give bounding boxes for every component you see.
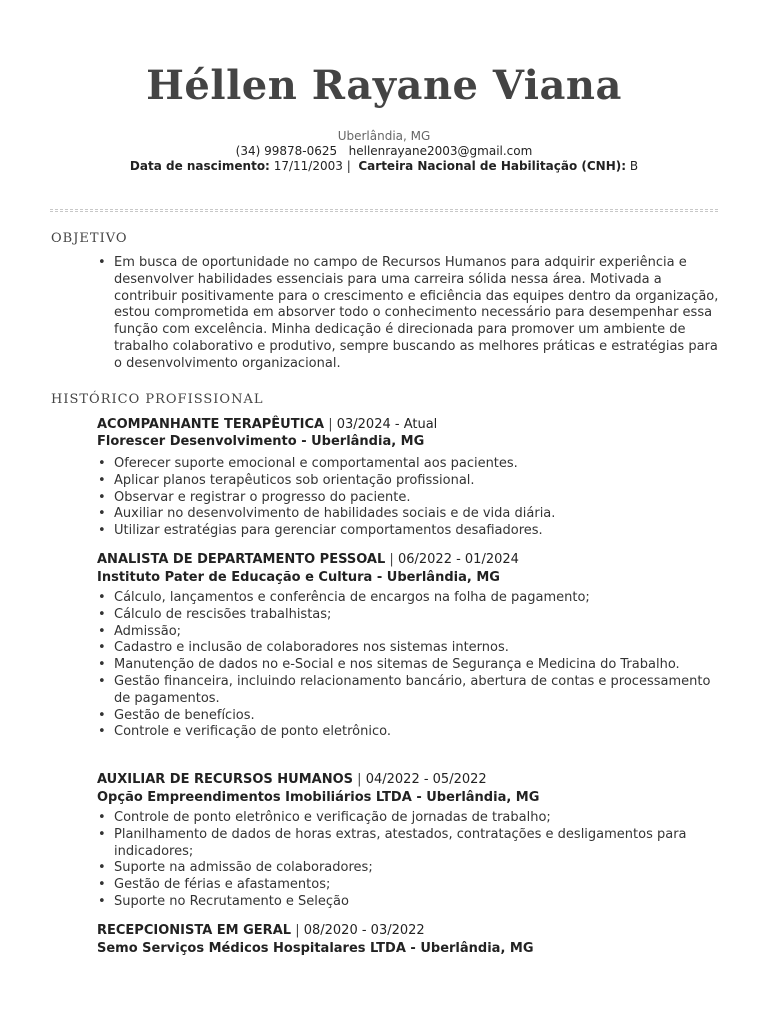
job-title-line <box>97 772 487 787</box>
job-duties-list <box>97 456 722 540</box>
list-item: • Gestão financeira, incluindo relacionamento bancário, abertura de contas e processamento de pagamentos. <box>97 674 722 708</box>
section-title-objective: OBJETIVO <box>51 231 128 246</box>
personal-info-line <box>0 159 768 174</box>
list-item: • Utilizar estratégias para gerenciar comportamentos desafiadores. <box>97 523 722 540</box>
candidate-name: Héllen Rayane Viana <box>146 62 622 109</box>
list-item: • Controle de ponto eletrônico e verificação de jornadas de trabalho; <box>97 810 722 827</box>
job-separator: | <box>389 552 394 567</box>
job-company: Instituto Pater de Educação e Cultura - Uberlândia, MG <box>97 570 500 585</box>
job-period: 04/2022 - 05/2022 <box>365 772 487 787</box>
email: hellenrayane2003@gmail.com <box>348 144 533 158</box>
job-period: 06/2022 - 01/2024 <box>397 552 519 567</box>
list-item: • Gestão de férias e afastamentos; <box>97 877 722 894</box>
objective-text: • Em busca de oportunidade no campo de Recursos Humanos para adquirir experiência e desenvolver habilidades essenciais para uma carreira sólida nessa área. Motivada a contribuir positivamente para o crescimento e eficiência das equipes dentro da organização, estou comprometida em absorver todo o conhecimento necessário para desempenhar essa função com excelência. Minha dedicação é direcionada para promover um ambiente de trabalho colaborativo e produtivo, sempre buscando as melhores práticas e estratégias para o desenvolvimento organizacional. <box>97 255 722 373</box>
birth-label: Data de nascimento: <box>129 159 270 173</box>
list-item: • Cálculo, lançamentos e conferência de encargos na folha de pagamento; <box>97 590 722 607</box>
list-item: • Gestão de benefícios. <box>97 708 722 725</box>
job-role: RECEPCIONISTA EM GERAL <box>97 923 292 938</box>
job-title-line <box>97 417 437 432</box>
job-company: Semo Serviços Médicos Hospitalares LTDA - Uberlândia, MG <box>97 941 534 956</box>
job-company: Opção Empreendimentos Imobiliários LTDA - Uberlândia, MG <box>97 790 540 805</box>
objective-list <box>97 255 722 373</box>
list-item: • Manutenção de dados no e-Social e nos sitemas de Segurança e Medicina do Trabalho. <box>97 657 722 674</box>
birth-value: 17/11/2003 <box>273 159 343 173</box>
section-title-history: HISTÓRICO PROFISSIONAL <box>51 392 264 407</box>
job-role: ACOMPANHANTE TERAPÊUTICA <box>97 417 325 432</box>
list-item: • Observar e registrar o progresso do paciente. <box>97 490 722 507</box>
list-item: • Suporte na admissão de colaboradores; <box>97 860 722 877</box>
phone-email-line <box>0 144 768 159</box>
job-duties-list <box>97 590 722 741</box>
job-role: ANALISTA DE DEPARTAMENTO PESSOAL <box>97 552 386 567</box>
header-divider <box>50 209 718 212</box>
list-item: • Controle e verificação de ponto eletrônico. <box>97 724 722 741</box>
list-item: • Planilhamento de dados de horas extras, atestados, contratações e desligamentos para indicadores; <box>97 827 722 861</box>
list-item: • Suporte no Recrutamento e Seleção <box>97 894 722 911</box>
list-item: • Cadastro e inclusão de colaboradores nos sistemas internos. <box>97 640 722 657</box>
job-separator: | <box>357 772 362 787</box>
job-role: AUXILIAR DE RECURSOS HUMANOS <box>97 772 354 787</box>
separator: | <box>346 159 351 173</box>
location: Uberlândia, MG <box>337 129 431 143</box>
list-item: • Auxiliar no desenvolvimento de habilidades sociais e de vida diária. <box>97 506 722 523</box>
job-separator: | <box>328 417 333 432</box>
list-item: • Admissão; <box>97 624 722 641</box>
contact-block <box>0 129 768 174</box>
cnh-value: B <box>629 159 639 173</box>
job-title-line <box>97 923 425 938</box>
job-separator: | <box>295 923 300 938</box>
phone: (34) 99878-0625 <box>235 144 338 158</box>
list-item: • Oferecer suporte emocional e comportamental aos pacientes. <box>97 456 722 473</box>
job-title-line <box>97 552 519 567</box>
job-company: Florescer Desenvolvimento - Uberlândia, MG <box>97 434 425 449</box>
job-period: 08/2020 - 03/2022 <box>303 923 425 938</box>
job-period: 03/2024 - Atual <box>336 417 438 432</box>
list-item: • Cálculo de rescisões trabalhistas; <box>97 607 722 624</box>
list-item: • Aplicar planos terapêuticos sob orientação profissional. <box>97 473 722 490</box>
job-duties-list <box>97 810 722 911</box>
cnh-label: Carteira Nacional de Habilitação (CNH): <box>358 159 627 173</box>
